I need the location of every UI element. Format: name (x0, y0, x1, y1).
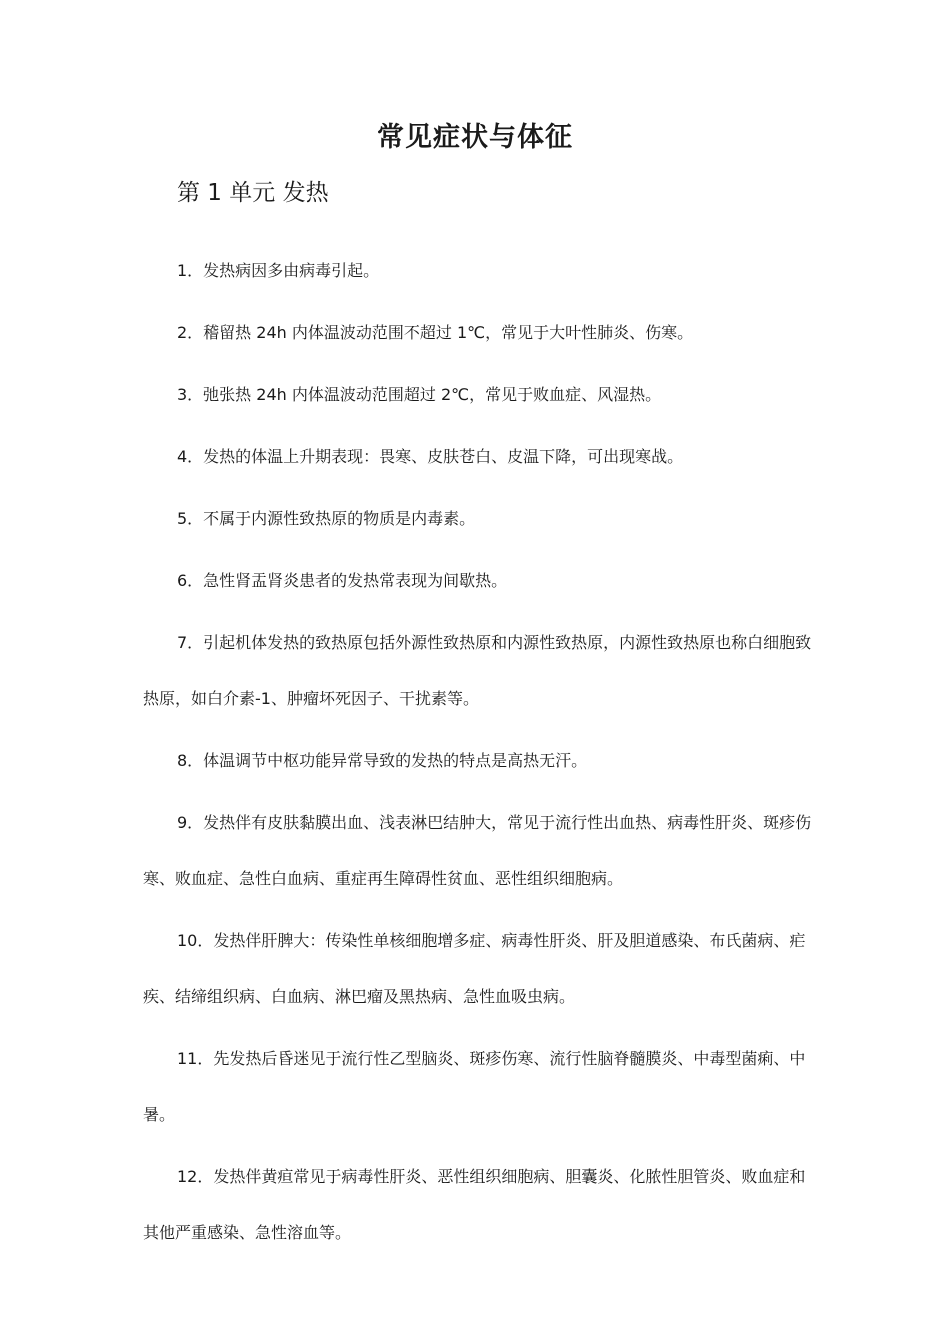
fact-item-9: 9．发热伴有皮肤黏膜出血、浅表淋巴结肿大，常见于流行性出血热、病毒性肝炎、斑疹伤寒、败血症、急性白血病、重症再生障碍性贫血、恶性组织细胞病。 (143, 813, 812, 888)
fact-item-6: 6．急性肾盂肾炎患者的发热常表现为间歇热。 (177, 571, 508, 590)
fact-item-11: 11．先发热后昏迷见于流行性乙型脑炎、斑疹伤寒、流行性脑脊髓膜炎、中毒型菌痢、中暑。 (143, 1049, 806, 1124)
document-title: 常见症状与体征 (377, 122, 573, 153)
fact-item-5: 5．不属于内源性致热原的物质是内毒素。 (177, 509, 476, 528)
fact-item-8: 8．体温调节中枢功能异常导致的发热的特点是高热无汗。 (177, 751, 588, 770)
fact-item-12: 12．发热伴黄疸常见于病毒性肝炎、恶性组织细胞病、胆囊炎、化脓性胆管炎、败血症和其他严重感染、急性溶血等。 (143, 1167, 806, 1242)
fact-list (143, 243, 813, 1267)
fact-item-1: 1．发热病因多由病毒引起。 (177, 261, 380, 280)
fact-item-4: 4．发热的体温上升期表现：畏寒、皮肤苍白、皮温下降，可出现寒战。 (177, 447, 684, 466)
fact-item-3: 3．弛张热 24h 内体温波动范围超过 2℃，常见于败血症、风湿热。 (177, 385, 662, 404)
unit-heading: 第 1 单元 发热 (177, 180, 329, 206)
fact-item-2: 2．稽留热 24h 内体温波动范围不超过 1℃，常见于大叶性肺炎、伤寒。 (177, 323, 694, 342)
fact-item-10: 10．发热伴肝脾大：传染性单核细胞增多症、病毒性肝炎、肝及胆道感染、布氏菌病、疟疾、结缔组织病、白血病、淋巴瘤及黑热病、急性血吸虫病。 (143, 931, 806, 1006)
fact-item-7: 7．引起机体发热的致热原包括外源性致热原和内源性致热原，内源性致热原也称白细胞致热原，如白介素-1、肿瘤坏死因子、干扰素等。 (143, 633, 812, 708)
